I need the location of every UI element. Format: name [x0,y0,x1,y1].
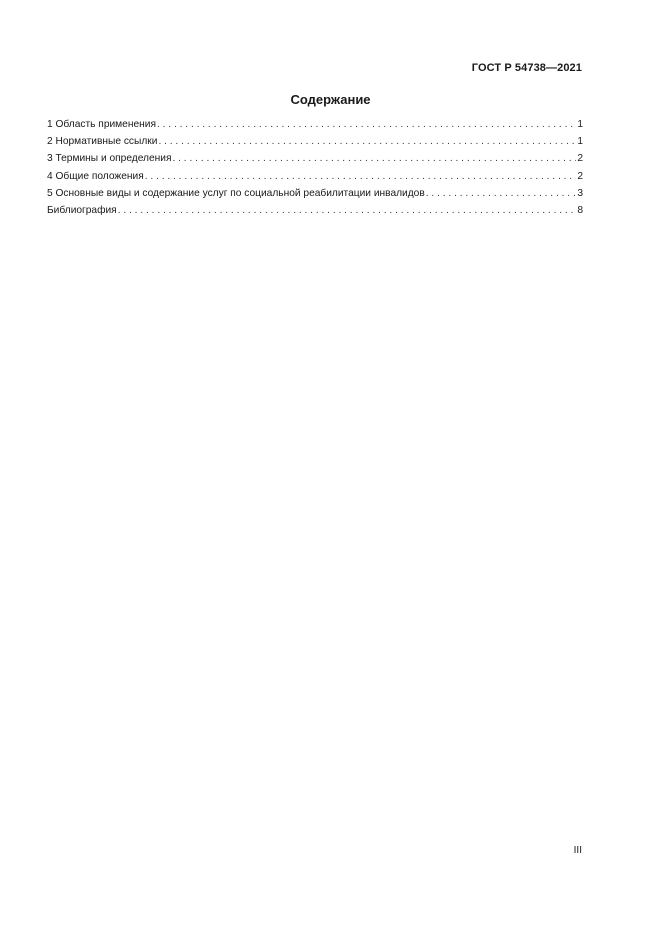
toc-entry-bibliography[interactable] [47,202,583,219]
toc-entry-page: 2 [577,153,583,165]
toc-entry-page: 1 [577,136,583,148]
toc-entry-general-provisions[interactable] [47,168,583,185]
toc-entry-services-types[interactable] [47,185,583,202]
toc-dot-leader [426,185,577,202]
toc-entry-page: 8 [577,204,583,216]
toc-dot-leader [158,133,576,150]
toc-entry-normative-references[interactable] [47,133,583,150]
toc-entry-terms-definitions[interactable] [47,150,583,167]
toc-title: Содержание [290,92,371,107]
toc-entry-text: 3 Термины и определения [47,153,172,165]
toc-entry-text: 4 Общие положения [47,170,144,182]
toc-entry-text: 1 Область применения [47,119,156,130]
toc-dot-leader [118,202,577,219]
toc-entry-text: 5 Основные виды и содержание услуг по социальной реабилитации инвалидов [47,187,425,199]
toc-entry-text: Библиография [47,204,117,216]
page-number: III [573,845,582,856]
toc-dot-leader [157,116,576,133]
toc-dot-leader [172,150,576,167]
toc-entry-page: 1 [577,119,583,130]
toc-entry-page: 2 [577,170,583,182]
table-of-contents [47,116,583,219]
toc-entry-scope[interactable] [47,116,583,133]
standard-code-header: ГОСТ Р 54738—2021 [471,62,582,74]
toc-dot-leader [145,168,577,185]
toc-entry-text: 2 Нормативные ссылки [47,136,158,148]
toc-entry-page: 3 [577,187,583,199]
